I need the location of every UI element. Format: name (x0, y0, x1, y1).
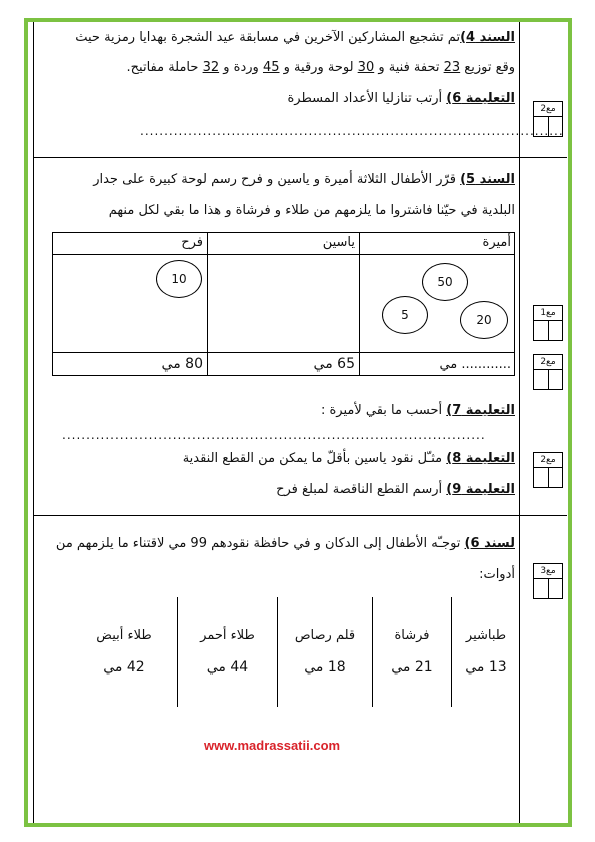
tool-item-white-paint (72, 628, 176, 675)
score-cell[interactable] (548, 370, 562, 389)
sanad4-line1 (35, 30, 515, 45)
sanad4-text2b: تحفة فنية و (374, 60, 444, 75)
tools-divider (451, 597, 452, 707)
instruction7 (321, 403, 515, 418)
sanad6-text1: توجـّه الأطفال إلى الدكان و في حافظة نقودهم 99 مي لاقتناء ما يلزمهم من (55, 536, 465, 551)
score-cell[interactable] (534, 579, 549, 598)
tool-name: طلاء أبيض (96, 628, 152, 643)
tool-item-chalk (455, 628, 517, 675)
instruction6-answer-line[interactable]: ........................................................................................ (140, 124, 564, 138)
table-row-divider (52, 352, 515, 353)
total-amira[interactable]: ............ مي (439, 357, 511, 372)
tools-divider (372, 597, 373, 707)
tool-name: فرشاة (394, 628, 430, 643)
total-yassin: 65 مي (313, 356, 355, 372)
score-box-sanad6[interactable] (533, 563, 563, 599)
underlined-number-32: 32 (202, 60, 220, 75)
sanad4-text1: تم تشجيع المشاركين الآخرين في مسابقة عيد الشجرة بهدايا رمزية حيث (75, 30, 461, 45)
instruction9-text: أرسم القطع الناقصة لمبلغ فرح (276, 482, 447, 497)
instruction8-text: مثـّل نقود ياسين بأقلّ ما يمكن من القطع النقدية (182, 451, 447, 466)
tool-price: 18 مي (304, 659, 346, 675)
tool-name: طلاء أحمر (200, 628, 255, 643)
sanad4-label: السند 4) (460, 30, 515, 45)
score-box-instruction7[interactable] (533, 354, 563, 390)
score-cell[interactable] (548, 468, 562, 487)
instruction8 (183, 451, 515, 466)
header-amira: أميرة (482, 235, 511, 250)
sanad4-text2a: وقع توزيع (460, 60, 515, 75)
tools-divider (177, 597, 178, 707)
watermark-link[interactable]: www.madrassatii.com (204, 738, 341, 753)
tool-price: 44 مي (206, 659, 249, 675)
instruction6 (287, 91, 515, 106)
sanad5-line1 (35, 172, 515, 187)
instruction7-text: أحسب ما بقي لأميرة : (320, 403, 447, 418)
header-farah: فرح (181, 235, 203, 250)
instruction8-label: التعليمة 8) (446, 451, 515, 466)
score-label: مع2 (534, 102, 562, 117)
sanad6-label: لسند 6) (464, 536, 515, 551)
coin-20: 20 (460, 301, 508, 339)
underlined-number-30: 30 (357, 60, 375, 75)
coin-5: 5 (382, 296, 428, 334)
tool-item-red-paint (180, 628, 275, 675)
score-box-instruction6[interactable] (533, 101, 563, 137)
sanad5-label: السند 5) (460, 172, 515, 187)
instruction9 (276, 482, 515, 497)
sanad5-text1: قرّر الأطفال الثلاثة أميرة و ياسين و فرح رسم لوحة كبيرة على جدار (93, 172, 461, 187)
total-farah: 80 مي (161, 356, 203, 372)
tool-item-pencil (280, 628, 370, 675)
table-row-divider (52, 254, 515, 255)
sanad5-line2: البلدية في حيّنا فاشتروا ما يلزمهم من طلاء و فرشاة و هذا ما بقي لكل منهم (108, 203, 515, 218)
score-label: مع1 (534, 306, 562, 321)
kids-money-table (52, 232, 515, 376)
tools-divider (277, 597, 278, 707)
instruction6-label: التعليمة 6) (446, 91, 515, 106)
score-cell[interactable] (548, 117, 562, 136)
underlined-number-45: 45 (262, 60, 280, 75)
header-yassin: ياسين (322, 235, 355, 250)
instruction7-answer-line[interactable]: ........................................................................................ (62, 428, 486, 442)
sanad4-text2c: لوحة ورقية و (279, 60, 358, 75)
tool-price: 21 مي (391, 659, 433, 675)
sanad6-line1 (35, 536, 515, 551)
coin-50: 50 (422, 263, 468, 301)
score-label: مع3 (534, 564, 562, 579)
tool-name: طباشير (465, 628, 507, 643)
score-cell[interactable] (548, 321, 562, 340)
sanad6-line2: أدوات: (479, 567, 515, 582)
score-cell[interactable] (534, 468, 549, 487)
score-label: مع2 (534, 355, 562, 370)
score-box-table-1[interactable] (533, 305, 563, 341)
score-column-rule (519, 22, 520, 823)
score-cell[interactable] (548, 579, 562, 598)
instruction9-label: التعليمة 9) (446, 482, 515, 497)
section-separator-2 (33, 515, 567, 516)
sanad4-text2d: وردة و (219, 60, 263, 75)
underlined-number-23: 23 (443, 60, 461, 75)
score-box-instruction8[interactable] (533, 452, 563, 488)
left-margin-rule (33, 22, 34, 823)
sanad4-line2 (35, 60, 515, 75)
section-separator-1 (33, 157, 567, 158)
tool-name: قلم رصاص (294, 628, 356, 643)
instruction6-text: أرتب تنازليا الأعداد المسطرة (287, 91, 447, 106)
score-cell[interactable] (534, 370, 549, 389)
sanad4-text2e: حاملة مفاتيح. (126, 60, 203, 75)
page-frame (24, 18, 572, 827)
coin-10: 10 (156, 260, 202, 298)
score-cell[interactable] (534, 117, 549, 136)
tool-item-brush (375, 628, 449, 675)
tool-price: 42 مي (103, 659, 145, 675)
tool-price: 13 مي (465, 659, 507, 675)
score-cell[interactable] (534, 321, 549, 340)
score-label: مع2 (534, 453, 562, 468)
instruction7-label: التعليمة 7) (446, 403, 515, 418)
